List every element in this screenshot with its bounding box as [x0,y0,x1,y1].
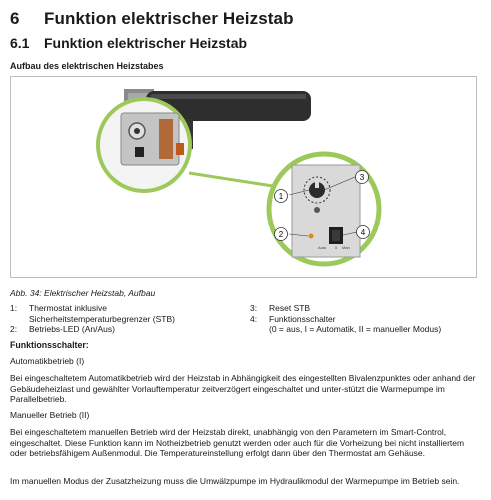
legend-item: 2: Betriebs-LED (An/Aus) [10,324,115,334]
section-subtitle: Funktionsschalter: [10,340,89,350]
svg-text:4: 4 [360,228,366,237]
legend-item: 3: Reset STB [250,303,311,313]
heater-illustration [11,77,476,277]
section-title: Funktion elektrischer Heizstab [44,35,248,51]
mode-title-auto: Automatikbetrieb (I) [10,356,85,366]
closing-note: Im manuellen Modus der Zusatzheizung muss die Umwälzpumpe im Hydraulikmodul der Warmepumpe im Betrieb sein. [10,476,460,486]
mode-title-manual: Manueller Betrieb (II) [10,410,90,420]
reset-button [314,207,320,213]
heater-figure [10,76,477,278]
switch-label-man: Man [342,245,350,250]
switch-label-off: 0 [335,245,338,250]
chapter-heading [10,9,294,29]
mode-text-manual: Bei eingeschaltetem manuellen Betrieb wird der Heizstab direkt, unabhängig von den Parametern im Smart-Control, eingeschaltet. Diese Funktion kann im Notheizbetrieb genutzt werden oder auch für die Vorheizung bei nicht installiertem oder betriebsfähigem Außenmodul. Die Temperatureinstellung erfolgt dann über den Thermostat am Gehäuse. [10,427,465,459]
svg-text:2: 2 [278,230,284,239]
svg-text:3: 3 [359,173,365,182]
legend-column-left [10,303,240,335]
svg-text:1: 1 [278,192,284,201]
switch-label-auto: Auto [318,245,327,250]
section-number: 6.1 [10,35,30,51]
figure-caption: Abb. 34: Elektrischer Heizstab, Aufbau [10,288,156,298]
legend-item: 4: Funktionsschalter (0 = aus, I = Automatik, II = manueller Modus) [250,313,442,334]
operation-led [309,234,314,239]
legend-column-right [250,303,480,335]
legend-item: 1: Thermostat inklusive Sicherheitstemperaturbegrenzer (STB) [10,303,175,324]
figure-title: Aufbau des elektrischen Heizstabes [10,61,164,71]
chapter-title: Funktion elektrischer Heizstab [44,9,294,28]
zoom-connector-line [189,173,273,186]
chapter-number: 6 [10,9,20,28]
mode-text-auto: Bei eingeschaltetem Automatikbetrieb wird der Heizstab in Abhängigkeit des eingestellten Bivalenzpunktes oder anhand der Gebäudeheizlast und gewählter Vorlauftemperatur zeitverzögert eingeschaltet und unter-stützt die Warmepumpe im Parallelbetrieb. [10,373,476,405]
control-panel [292,165,360,257]
section-heading [10,35,247,51]
